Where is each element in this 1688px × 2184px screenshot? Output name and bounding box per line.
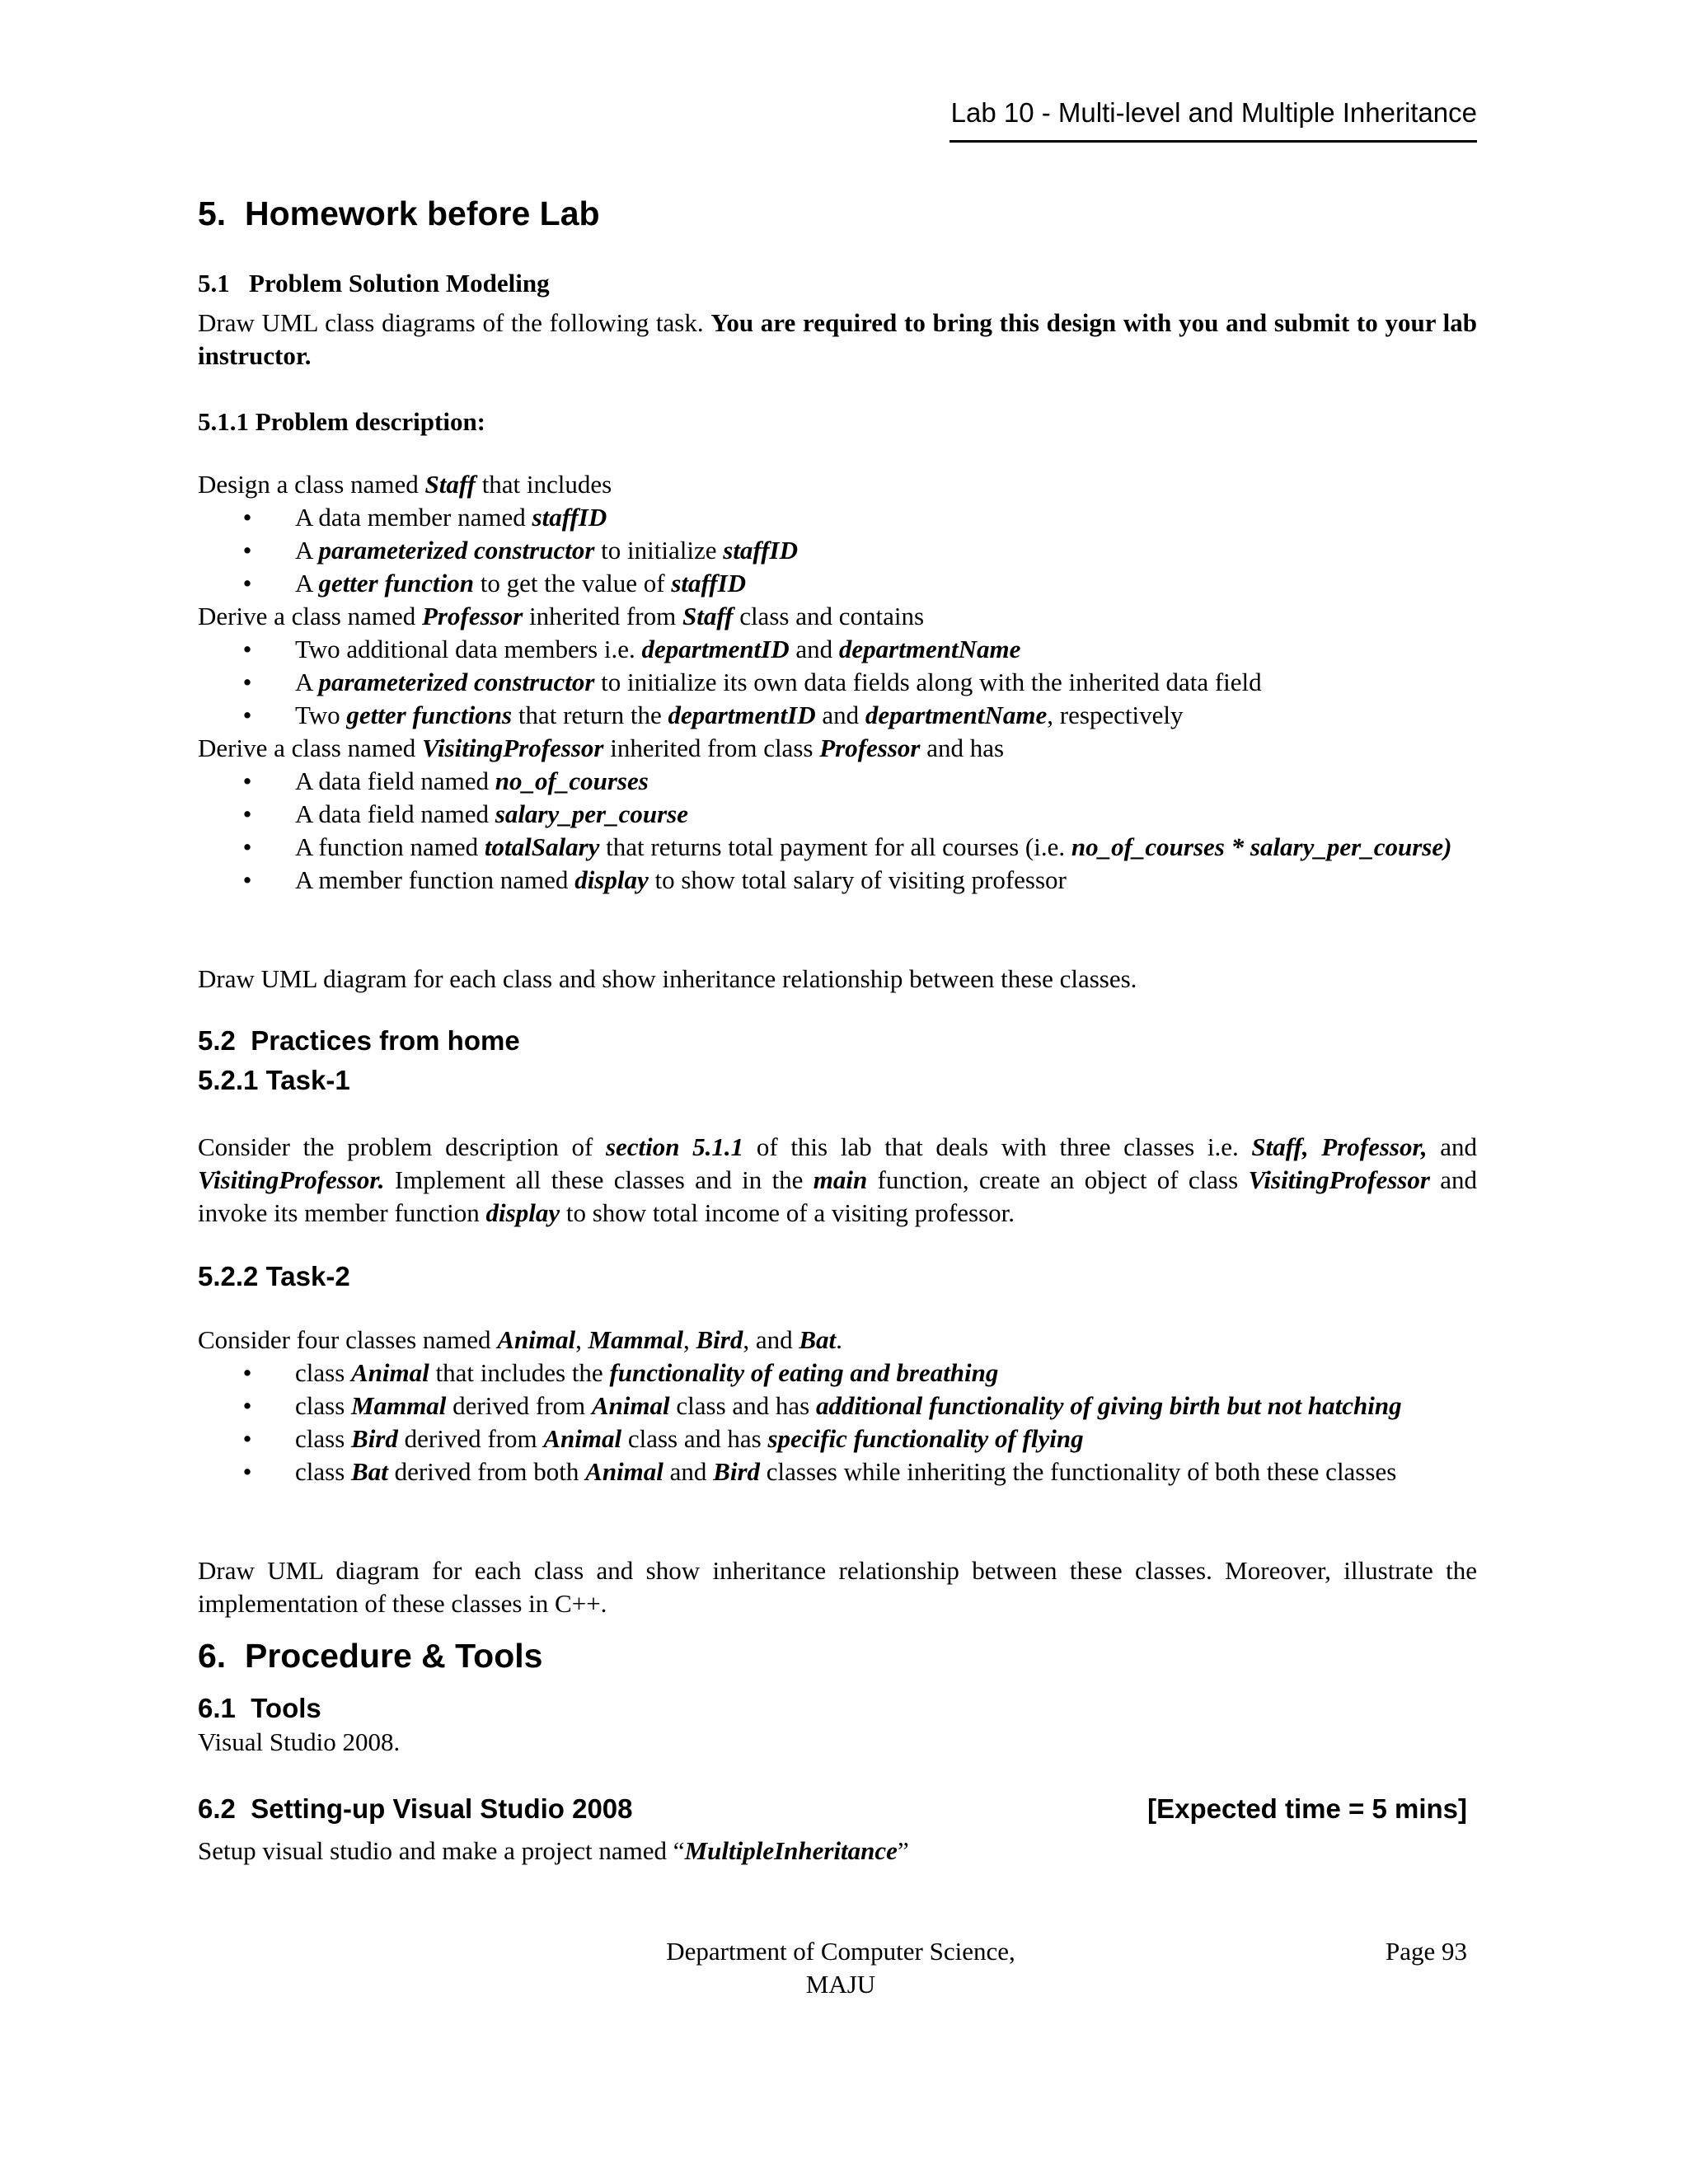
list-item: • A parameterized constructor to initialize staffID — [242, 536, 798, 565]
list-item: • Two additional data members i.e. departmentID and departmentName — [242, 635, 1021, 663]
section-5-1-heading: 5.1 Problem Solution Modeling — [198, 269, 550, 298]
setup-instruction: Setup visual studio and make a project named “MultipleInheritance” — [198, 1836, 909, 1865]
uml-note: Draw UML diagram for each class and show inheritance relationship between these classes. — [198, 964, 1137, 993]
list-item: • A data member named staffID — [242, 503, 607, 532]
visiting-professor-intro: Derive a class named VisitingProfessor inherited from class Professor and has — [198, 733, 1005, 762]
instruction-emphasis: You are required to bring this design with you and submit to your lab instructor. — [198, 308, 1477, 370]
section-5-heading: 5. Homework before Lab — [198, 194, 600, 232]
section-5-2-heading: 5.2 Practices from home — [198, 1025, 520, 1056]
page-number: Page 93 — [1385, 1937, 1467, 1966]
list-item: • A data field named no_of_courses — [242, 766, 649, 795]
list-item: • A getter function to get the value of staffID — [242, 569, 747, 598]
list-item: • class Bird derived from Animal class and has specific functionality of flying — [242, 1424, 1084, 1453]
list-item: • A data field named salary_per_course — [242, 799, 688, 828]
section-6-1-heading: 6.1 Tools — [198, 1693, 321, 1723]
list-item: • class Bat derived from both Animal and Bird classes while inheriting the functionality of both these classes — [242, 1457, 1397, 1486]
task-1-paragraph: Consider the problem description of section 5.1.1 of this lab that deals with three classes i.e. Staff, Professor, and VisitingProfessor. Implement all these classes and in the main function, create an object of class VisitingProfessor and invoke its member function display to show total income of a visiting professor. — [198, 1132, 1478, 1227]
running-header: Lab 10 - Multi-level and Multiple Inheritance — [950, 97, 1477, 143]
tools-text: Visual Studio 2008. — [198, 1727, 401, 1756]
section-5-1-1-heading: 5.1.1 Problem description: — [198, 407, 486, 436]
list-item: • A member function named display to show total salary of visiting professor — [242, 865, 1067, 894]
professor-bullet-list — [239, 633, 1477, 732]
list-item: • class Mammal derived from Animal class and has additional functionality of giving birth but not hatching — [242, 1391, 1402, 1420]
visiting-professor-bullet-list — [239, 765, 1477, 897]
section-6-2-heading: 6.2 Setting-up Visual Studio 2008 — [198, 1793, 633, 1824]
footer-department — [626, 1935, 1055, 2001]
list-item: • class Animal that includes the functionality of eating and breathing — [242, 1358, 999, 1387]
section-5-1-paragraph — [198, 307, 1477, 373]
list-item: • Two getter functions that return the departmentID and departmentName, respectively — [242, 701, 1184, 729]
task-2-bullet-list — [239, 1357, 1477, 1488]
instruction-text: Draw UML class diagrams of the following task. — [198, 308, 711, 337]
staff-intro: Design a class named Staff that includes — [198, 470, 612, 499]
expected-time: [Expected time = 5 mins] — [1147, 1793, 1467, 1824]
footer-department-line: Department of Computer Science, — [666, 1937, 1015, 1966]
task-1-heading: 5.2.1 Task-1 — [198, 1065, 350, 1095]
list-item: • A parameterized constructor to initialize its own data fields along with the inherited data field — [242, 668, 1262, 696]
footer-department-line: MAJU — [805, 1970, 876, 1999]
task-2-heading: 5.2.2 Task-2 — [198, 1261, 350, 1291]
list-item: • A function named totalSalary that returns total payment for all courses (i.e. no_of_courses * salary_per_course) — [242, 832, 1452, 861]
task-2-intro: Consider four classes named Animal, Mammal, Bird, and Bat. — [198, 1325, 842, 1354]
professor-intro: Derive a class named Professor inherited from Staff class and contains — [198, 602, 925, 630]
section-6-heading: 6. Procedure & Tools — [198, 1637, 543, 1675]
task-2-closing-paragraph: Draw UML diagram for each class and show inheritance relationship between these classes. Moreover, illustrate the implementation of these classes in C++. — [198, 1556, 1477, 1618]
staff-bullet-list — [239, 501, 1477, 600]
